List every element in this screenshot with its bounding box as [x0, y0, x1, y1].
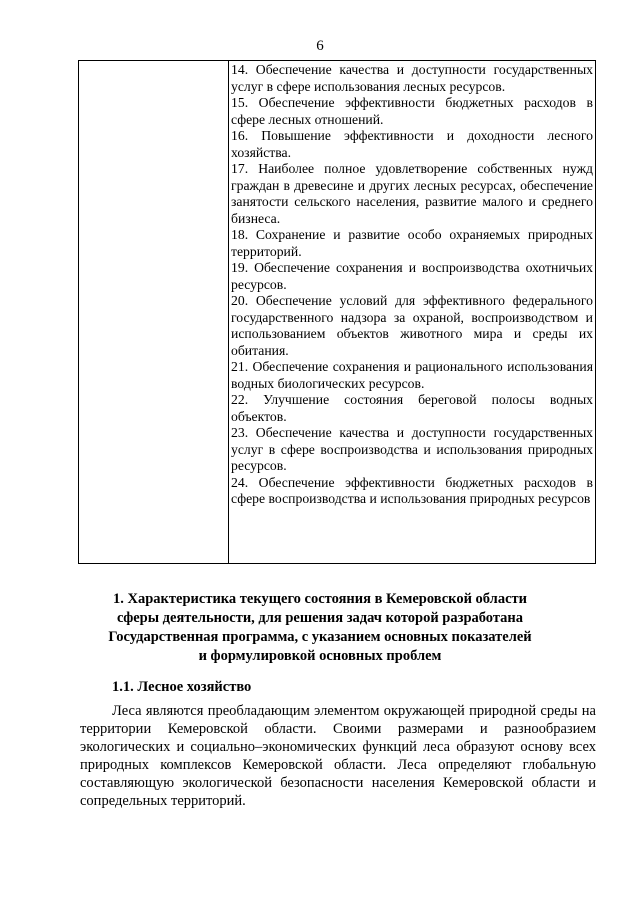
task-item-24: 24. Обеспечение эффективности бюджетных расходов в сфере воспроизводства и использования природных ресурсов — [231, 474, 593, 506]
table-right-cell — [229, 61, 595, 508]
task-item-16: 16. Повышение эффективности и доходности лесного хозяйства. — [231, 128, 593, 160]
section-heading-line: и формулировкой основных проблем — [198, 648, 442, 664]
section-heading — [100, 590, 540, 666]
body-paragraph: Леса являются преобладающим элементом окружающей природной среды на территории Кемеровской области. Своими размерами и разнообразием экологических и социально–экономических функций леса образуют основу всех природных комплексов Кемеровской области. Леса определяют глобальную составляющую экологической безопасности населения Кемеровской области и сопредельных территорий. — [80, 703, 596, 809]
task-item-23: 23. Обеспечение качества и доступности государственных услуг в сфере воспроизводства и использования природных ресурсов. — [231, 425, 593, 473]
task-item-22: 22. Улучшение состояния береговой полосы водных объектов. — [231, 392, 593, 424]
task-item-20: 20. Обеспечение условий для эффективного федерального государственного надзора за охраной, воспроизводством и использованием объектов животного мира и среды их обитания. — [231, 293, 593, 358]
task-item-19: 19. Обеспечение сохранения и воспроизводства охотничьих ресурсов. — [231, 260, 593, 292]
page-number: 6 — [316, 38, 324, 54]
task-item-18: 18. Сохранение и развитие особо охраняемых природных территорий. — [231, 227, 593, 259]
task-item-17: 17. Наиболее полное удовлетворение собственных нужд граждан в древесине и других лесных ресурсах, обеспечение занятости сельского населения, развитие малого и среднего бизнеса. — [231, 161, 593, 226]
section-heading-line: Государственная программа, с указанием основных показателей — [108, 629, 532, 645]
section-heading-line: 1. Характеристика текущего состояния в Кемеровской области — [113, 591, 527, 607]
table-left-cell — [79, 61, 229, 563]
section-heading-line: сферы деятельности, для решения задач которой разработана — [116, 610, 524, 626]
task-item-21: 21. Обеспечение сохранения и рационального использования водных биологических ресурсов. — [231, 359, 593, 391]
tasks-table — [78, 60, 596, 564]
subsection-heading: 1.1. Лесное хозяйство — [112, 679, 252, 695]
task-item-14: 14. Обеспечение качества и доступности государственных услуг в сфере использования лесных ресурсов. — [231, 62, 593, 94]
task-item-15: 15. Обеспечение эффективности бюджетных расходов в сфере лесных отношений. — [231, 95, 593, 127]
